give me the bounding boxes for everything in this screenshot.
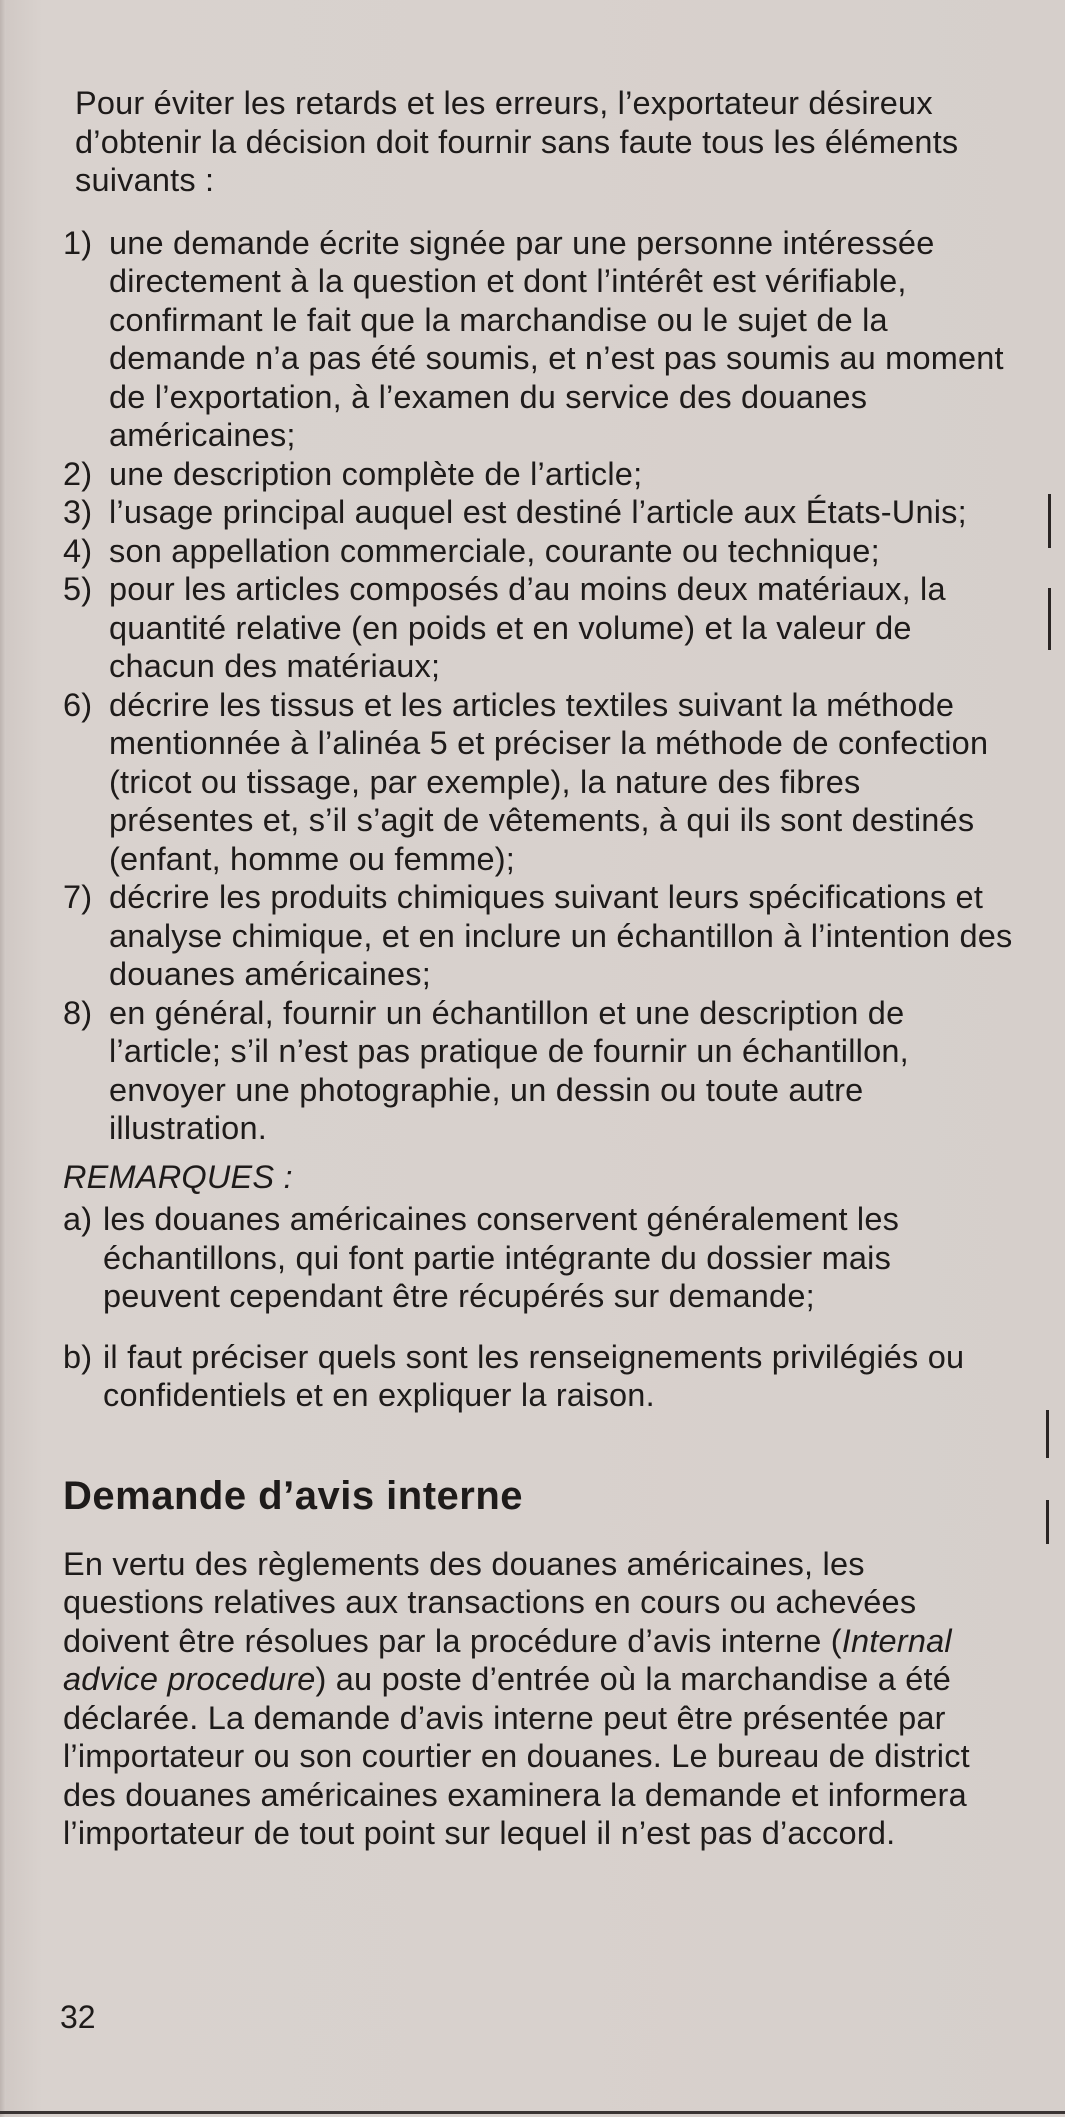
list-item-number: 1) [63, 224, 93, 261]
section-paragraph [63, 1545, 1013, 1853]
remarks-list [63, 1200, 1013, 1415]
margin-mark [1046, 1410, 1049, 1458]
list-item-text: pour les articles composés d’au moins deux matériaux, la quantité relative (en poids et en volume) et la valeur de chacun des matériaux; [109, 571, 946, 684]
list-item-text: une demande écrite signée par une personne intéressée directement à la question et dont l’intérêt est vérifiable, confirmant le fait que la marchandise ou le sujet de la demande n’a pas été soumis, et n’est pas soumis au moment de l’exportation, à l’examen du service des douanes américaines; [109, 224, 1004, 453]
list-item [63, 570, 1013, 686]
paragraph-text-start: En vertu des règlements des douanes américaines, les questions relatives aux transactions en cours ou achevées doivent être résolues par la procédure d’avis interne ( [63, 1545, 917, 1659]
remarks-heading: REMARQUES : [63, 1158, 293, 1195]
margin-mark [1048, 494, 1051, 548]
list-item-text: décrire les tissus et les articles textiles suivant la méthode mentionnée à l’alinéa 5 et préciser la méthode de confection (tricot ou tissage, par exemple), la nature des fibres présentes et, s’il s’agit de vêtements, à qui ils sont destinés (enfant, homme ou femme); [109, 686, 989, 877]
paragraph-text-end: ) au poste d’entrée où la marchandise a été déclarée. La demande d’avis interne peut être présentée par l’importateur ou son courtier en douanes. Le bureau de district des douanes américaines examinera la demande et informera l’importateur de tout point sur lequel il n’est pas d’accord. [63, 1661, 970, 1851]
list-item-number: 7) [63, 879, 93, 915]
requirements-list [63, 224, 1013, 1148]
list-item-text: décrire les produits chimiques suivant leurs spécifications et analyse chimique, et en inclure un échantillon à l’intention des douanes américaines; [109, 879, 1013, 992]
remark-item-letter: a) [63, 1201, 93, 1237]
page-bottom-border [0, 2111, 1065, 2114]
list-item [63, 455, 1013, 494]
remark-item-letter: b) [63, 1338, 93, 1375]
list-item-text: une description complète de l’article; [109, 455, 643, 492]
list-item [63, 994, 1013, 1148]
list-item [63, 532, 1013, 571]
paragraph-italic-term: Internal advice procedure [63, 1622, 952, 1697]
section-heading: Demande d’avis interne [63, 1473, 524, 1518]
intro-paragraph: Pour éviter les retards et les erreurs, l’exportateur désireux d’obtenir la décision doit fournir sans faute tous les éléments suivants : [75, 85, 959, 198]
list-item [63, 686, 1013, 879]
list-item-number: 2) [63, 455, 93, 492]
list-item-number: 4) [63, 532, 93, 569]
page-number: 32 [60, 1999, 96, 2035]
remark-item [63, 1200, 1013, 1316]
list-item-text: l’usage principal auquel est destiné l’article aux États-Unis; [109, 494, 967, 530]
list-item-number: 5) [63, 571, 93, 607]
page-content [63, 84, 1013, 1853]
list-item [63, 493, 1013, 532]
list-item-number: 6) [63, 686, 93, 723]
list-item [63, 878, 1013, 994]
list-item-text: en général, fournir un échantillon et une description de l’article; s’il n’est pas pratique de fournir un échantillon, envoyer une photographie, un dessin ou toute autre illustration. [109, 994, 909, 1146]
margin-mark [1046, 1500, 1049, 1544]
remark-item-text: il faut préciser quels sont les renseignements privilégiés ou confidentiels et en expliquer la raison. [103, 1338, 965, 1413]
remark-item [63, 1338, 1013, 1415]
list-item-number: 3) [63, 494, 93, 530]
list-item-text: son appellation commerciale, courante ou technique; [109, 532, 880, 569]
remark-item-text: les douanes américaines conservent généralement les échantillons, qui font partie intégrante du dossier mais peuvent cependant être récupérés sur demande; [103, 1201, 900, 1314]
list-item [63, 224, 1013, 455]
list-item-number: 8) [63, 994, 93, 1031]
page-left-edge [0, 0, 6, 2117]
margin-mark [1048, 588, 1051, 650]
remark-spacer [63, 1316, 1013, 1338]
